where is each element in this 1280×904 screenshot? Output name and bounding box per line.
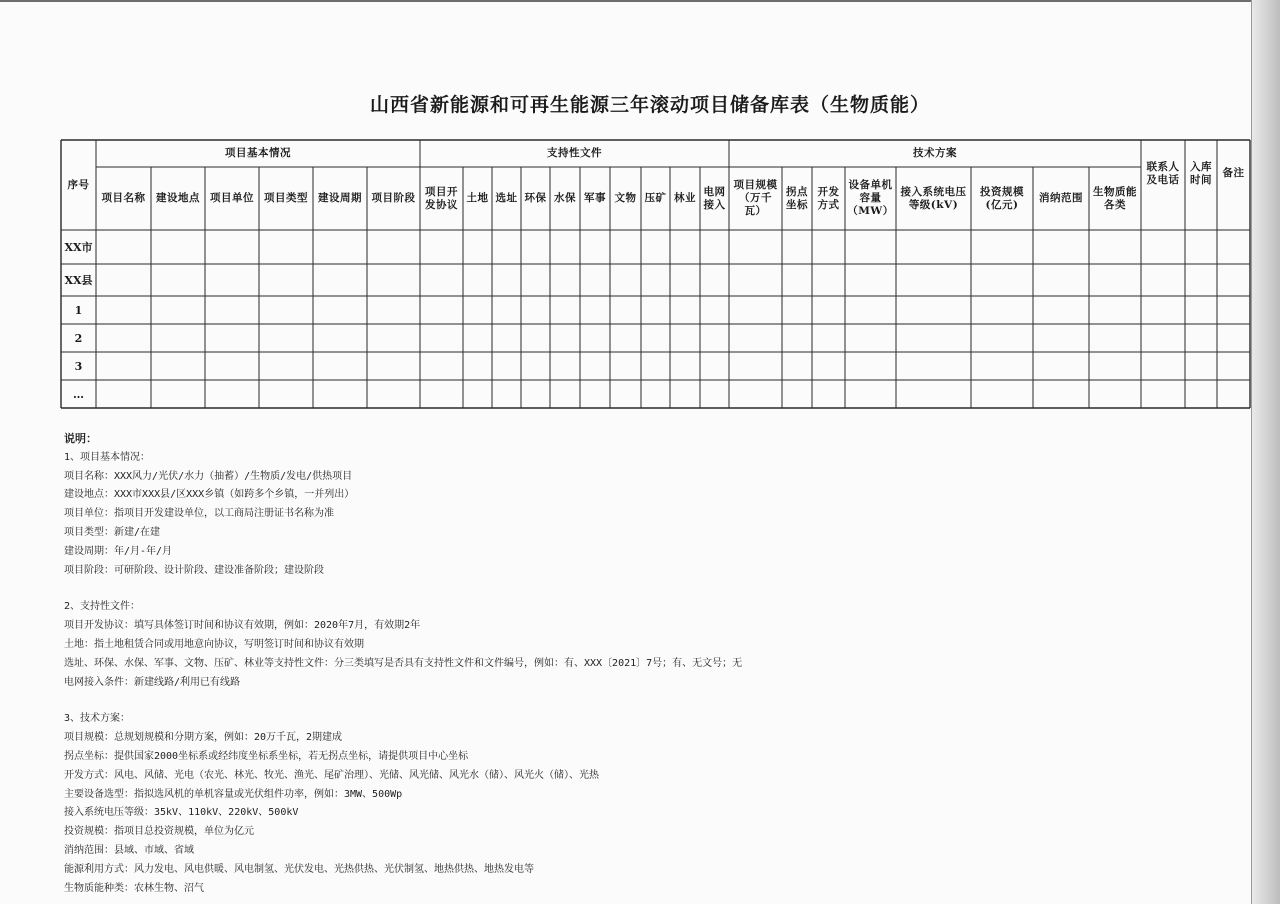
header-column: 军事 [584,192,606,204]
header-group: 项目基本情况 [225,147,291,159]
row-label: 1 [74,303,83,317]
header-column: 建设周期 [318,192,362,204]
notes-gap [64,580,884,598]
header-column: 生物质能各类 [1093,185,1137,211]
header-column: 项目开发协议 [425,185,458,211]
notes-line: 开发方式：风电、风储、光电（农光、林光、牧光、渔光、尾矿治理）、光储、风光储、风光水（储）、风光火（储）、光热 [64,769,599,781]
row-label: XX市 [64,241,93,254]
row-label: XX县 [64,274,93,287]
header-seq: 序号 [67,178,90,191]
row-label: 2 [74,331,83,345]
notes-line: 项目类型：新建/在建 [64,526,161,538]
notes-line: 主要设备选型：指拟选风机的单机容量或光伏组件功率，例如：3MW、500Wp [64,788,403,800]
row-label: 3 [74,359,83,373]
notes-line: 2、支持性文件： [64,601,141,613]
header-column: 备注 [1222,167,1245,179]
notes-line: 项目名称：XXX风力/光伏/水力（抽蓄）/生物质/发电/供热项目 [64,470,353,482]
header-column: 项目单位 [210,192,254,204]
notes-line: 接入系统电压等级：35kV、110kV、220kV、500kV [64,807,299,819]
notes-line: 项目阶段：可研阶段、设计阶段、建设准备阶段；建设阶段 [64,564,324,576]
notes-section [64,430,884,898]
header-column: 项目类型 [264,192,308,204]
header-column: 环保 [524,192,547,204]
header-column: 项目阶段 [371,192,416,204]
notes-line: 拐点坐标：提供国家2000坐标系或经纬度坐标系坐标，若无拐点坐标，请提供项目中心坐标 [64,750,469,762]
header-column: 建设地点 [156,192,200,204]
notes-line: 项目规模：总规划规模和分期方案，例如：20万千瓦，2期建成 [64,732,343,744]
notes-line: 3、技术方案： [64,713,131,725]
header-column: 文物 [614,192,637,204]
header-column: 选址 [495,192,518,204]
header-column: 设备单机容量（MW） [847,179,894,217]
notes-line: 电网接入条件：新建线路/利用已有线路 [64,676,241,688]
notes-line: 项目开发协议：填写具体签订时间和协议有效期，例如：2020年7月，有效期2年 [64,620,421,632]
header-column: 土地 [466,192,489,204]
notes-line: 能源利用方式：风力发电、风电供暖、风电制氢、光伏发电、光热供热、光伏制氢、地热供热、地热发电等 [64,863,534,875]
header-column: 项目名称 [101,192,146,204]
header-column: 投资规模(亿元) [980,185,1024,211]
notes-line: 投资规模：指项目总投资规模，单位为亿元 [64,826,254,838]
header-column: 林业 [674,192,696,204]
header-group: 支持性文件 [547,147,602,159]
notes-line: 1、项目基本情况： [64,451,151,463]
header-column: 电网接入 [703,185,726,211]
notes-line: 土地：指土地租赁合同或用地意向协议，写明签订时间和协议有效期 [64,638,364,650]
header-column: 接入系统电压等级(kV) [900,185,967,211]
notes-line: 生物质能种类：农林生物、沼气 [64,882,204,894]
header-column: 消纳范围 [1039,192,1083,204]
header-column: 联系人及电话 [1146,160,1180,186]
notes-line: 消纳范围：县域、市域、省域 [64,844,194,856]
notes-heading: 说明： [64,432,97,445]
notes-line: 选址、环保、水保、军事、文物、压矿、林业等支持性文件：分三类填写是否具有支持性文件和文件编号，例如：有、XXX〔2021〕7号；有、无文号；无 [64,657,743,669]
header-column: 水保 [554,192,576,204]
header-group: 技术方案 [913,147,957,159]
notes-gap [64,692,884,710]
header-column: 拐点坐标 [786,185,808,211]
header-column: 压矿 [644,192,667,204]
row-label: … [73,387,84,401]
notes-line: 项目单位：指项目开发建设单位，以工商局注册证书名称为准 [64,508,334,520]
notes-line: 建设地点：XXX市XXX县/区XXX乡镇（如跨多个乡镇，一并列出） [64,489,355,501]
notes-line: 建设周期：年/月-年/月 [64,545,173,557]
header-column: 开发方式 [817,185,840,211]
page-title: 山西省新能源和可再生能源三年滚动项目储备库表（生物质能） [369,94,930,116]
header-column: 入库时间 [1190,160,1212,186]
header-column: 项目规模（万千瓦） [733,179,778,217]
